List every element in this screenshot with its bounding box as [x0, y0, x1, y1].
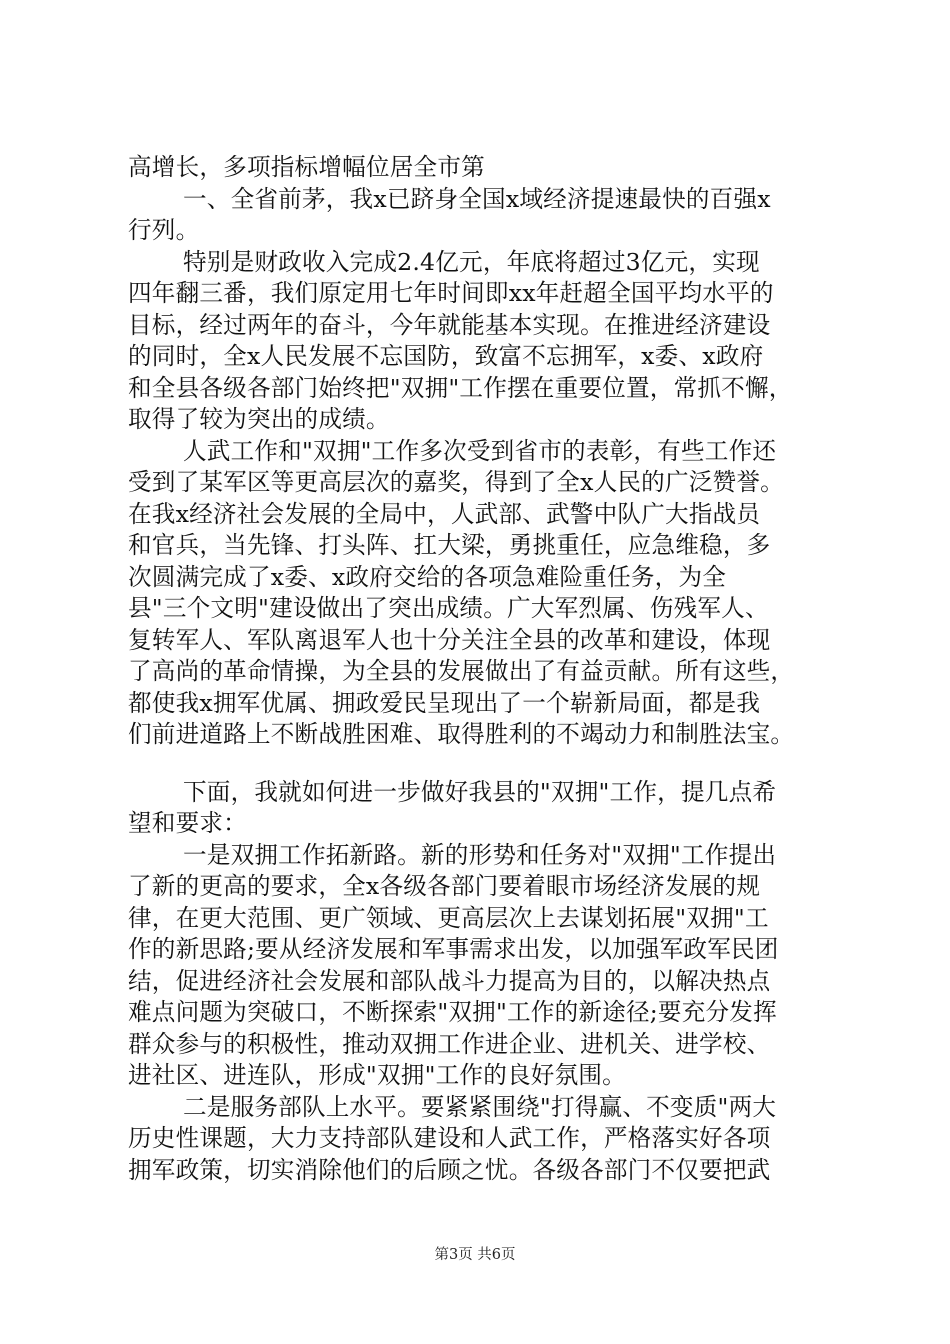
- text-line: 了新的更高的要求，全x各级各部门要着眼市场经济发展的规: [128, 872, 761, 900]
- text-line: 特别是财政收入完成2.4亿元，年底将超过3亿元，实现: [183, 247, 760, 276]
- document-body: [128, 152, 840, 1186]
- text-line: 四年翻三番，我们原定用七年时间即xx年赶超全国平均水平的: [128, 279, 774, 307]
- page-footer: [0, 1243, 950, 1264]
- text-line: 次圆满完成了x委、x政府交给的各项急难险重任务，为全: [128, 562, 727, 591]
- text-line: 行列。: [128, 216, 200, 244]
- text-line: 复转军人、军队离退军人也十分关注全县的改革和建设，体现: [128, 625, 771, 654]
- text-line: 下面，我就如何进一步做好我县的"双拥"工作，提几点希: [183, 777, 777, 806]
- text-line: 望和要求：: [128, 809, 247, 837]
- text-line: 进社区、进连队，形成"双拥"工作的良好氛围。: [128, 1061, 626, 1089]
- text-line: 和官兵，当先锋、打头阵、扛大梁，勇挑重任，应急维稳，多: [128, 531, 771, 559]
- text-line: 二是服务部队上水平。要紧紧围绕"打得赢、不变质"两大: [183, 1092, 777, 1121]
- text-line: 历史性课题，大力支持部队建设和人武工作，严格落实好各项: [128, 1124, 771, 1152]
- text-line: 的同时，全x人民发展不忘国防，致富不忘拥军，x委、x政府: [128, 342, 764, 370]
- text-line: 群众参与的积极性，推动双拥工作进企业、进机关、进学校、: [128, 1029, 771, 1058]
- text-line: 人武工作和"双拥"工作多次受到省市的表彰，有些工作还: [183, 436, 777, 465]
- text-line: 都使我x拥军优属、拥政爱民呈现出了一个崭新局面，都是我: [128, 688, 761, 717]
- text-line: 一、全省前茅，我x已跻身全国x域经济提速最快的百强x: [183, 184, 771, 213]
- paragraph-gap: [128, 751, 840, 777]
- text-line: 县"三个文明"建设做出了突出成绩。广大军烈属、伤残军人、: [128, 594, 769, 622]
- text-line: 一是双拥工作拓新路。新的形势和任务对"双拥"工作提出: [183, 840, 777, 869]
- text-line: 了高尚的革命情操，为全县的发展做出了有益贡献。所有这些，: [128, 657, 795, 685]
- text-line: 拥军政策，切实消除他们的后顾之忧。各级各部门不仅要把武: [128, 1155, 771, 1184]
- text-line: 受到了某军区等更高层次的嘉奖，得到了全x人民的广泛赞誉。: [128, 468, 784, 496]
- text-line: 在我x经济社会发展的全局中，人武部、武警中队广大指战员: [128, 499, 761, 528]
- text-line: 目标，经过两年的奋斗，今年就能基本实现。在推进经济建设: [128, 310, 771, 339]
- text-line: 们前进道路上不断战胜困难、取得胜利的不竭动力和制胜法宝。: [128, 720, 795, 748]
- text-line: 取得了较为突出的成绩。: [128, 405, 390, 433]
- page-number-label: 第3页 共6页: [434, 1247, 516, 1263]
- text-line: 律，在更大范围、更广领域、更高层次上去谋划拓展"双拥"工: [128, 903, 769, 932]
- text-line: 和全县各级各部门始终把"双拥"工作摆在重要位置，常抓不懈，: [128, 373, 793, 402]
- text-line: 难点问题为突破口，不断探索"双拥"工作的新途径;要充分发挥: [128, 998, 777, 1026]
- text-line: 高增长，多项指标增幅位居全市第: [128, 153, 485, 181]
- text-line: 结，促进经济社会发展和部队战斗力提高为目的，以解决热点: [128, 966, 771, 995]
- text-line: 作的新思路;要从经济发展和军事需求出发，以加强军政军民团: [128, 935, 779, 963]
